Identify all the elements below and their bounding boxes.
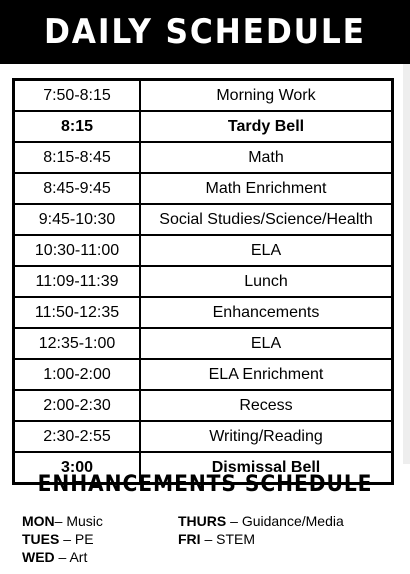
schedule-row [14,142,393,173]
schedule-time: 10:30-11:00 [14,235,141,266]
schedule-activity: ELA [140,328,393,359]
enhancement-subject: Music [66,513,103,529]
enhancement-line [22,548,103,566]
schedule-row [14,359,393,390]
enhancements-column-2 [178,512,344,548]
schedule-time: 8:15 [14,111,141,142]
schedule-time: 1:00-2:00 [14,359,141,390]
enhancement-day: THURS [178,513,227,529]
enhancement-day: TUES [22,531,60,547]
schedule-time: 11:50-12:35 [14,297,141,328]
side-strip [403,64,410,464]
header-banner [0,0,410,64]
enhancement-subject: PE [74,531,94,547]
schedule-activity: Math Enrichment [140,173,393,204]
enhancement-subject: Guidance/Media [241,513,344,529]
schedule-time: 12:35-1:00 [14,328,141,359]
enhancement-line [178,512,344,530]
schedule-table [12,78,394,485]
enhancement-subject: STEM [216,531,256,547]
schedule-activity: Social Studies/Science/Health [140,204,393,235]
enhancement-separator: – [59,531,75,547]
schedule-row [14,111,393,142]
schedule-time: 7:50-8:15 [14,80,141,112]
schedule-row [14,80,393,112]
enhancement-day: FRI [178,531,201,547]
schedule-row [14,266,393,297]
enhancement-line [178,530,344,548]
schedule-row [14,390,393,421]
schedule-activity: Morning Work [140,80,393,112]
schedule-row [14,297,393,328]
enhancement-separator: – [226,513,242,529]
enhancement-separator: – [54,513,67,529]
enhancement-subject: Art [69,549,88,565]
schedule-activity: Dismissal Bell [140,452,393,484]
schedule-activity: Recess [140,390,393,421]
schedule-activity: ELA Enrichment [140,359,393,390]
schedule-activity: ELA [140,235,393,266]
enhancement-line [22,530,103,548]
schedule-activity: Lunch [140,266,393,297]
schedule-row [14,421,393,452]
enhancement-separator: – [54,549,70,565]
schedule-row [14,173,393,204]
schedule-time: 2:30-2:55 [14,421,141,452]
schedule-time: 3:00 [14,452,141,484]
enhancements-title: ENHANCEMENTS SCHEDULE [37,472,373,497]
enhancement-day: WED [22,549,55,565]
schedule-activity: Enhancements [140,297,393,328]
schedule-row [14,328,393,359]
schedule-activity: Tardy Bell [140,111,393,142]
schedule-activity: Math [140,142,393,173]
enhancements-column-1 [22,512,103,566]
schedule-time: 9:45-10:30 [14,204,141,235]
schedule-row [14,235,393,266]
page-title: DAILY SCHEDULE [44,12,366,52]
schedule-time: 2:00-2:30 [14,390,141,421]
schedule-time: 11:09-11:39 [14,266,141,297]
schedule-activity: Writing/Reading [140,421,393,452]
schedule-time: 8:15-8:45 [14,142,141,173]
schedule-row [14,204,393,235]
enhancement-separator: – [200,531,217,547]
enhancement-day: MON [22,513,55,529]
schedule-time: 8:45-9:45 [14,173,141,204]
enhancement-line [22,512,103,530]
